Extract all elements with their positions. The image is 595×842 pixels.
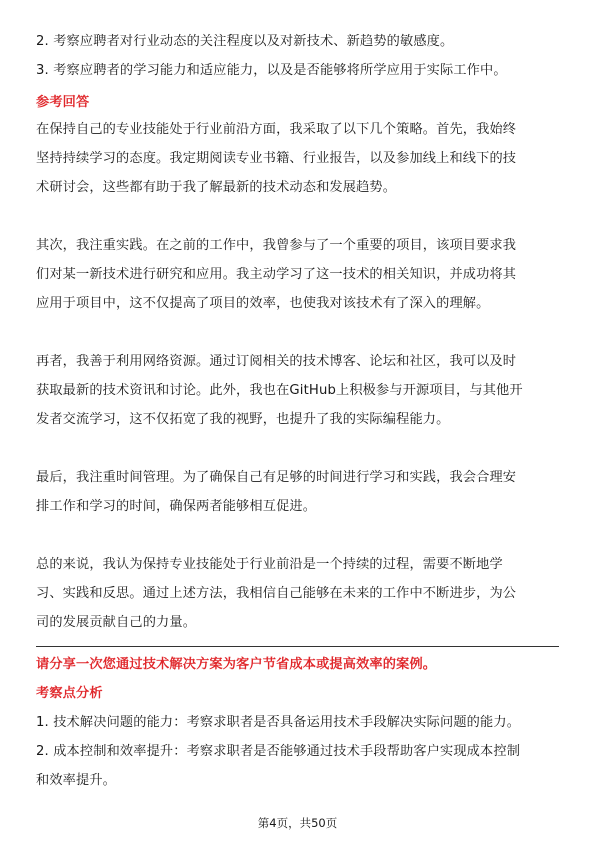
answer-line: 获取最新的技术资讯和讨论。此外，我也在GitHub上积极参与开源项目，与其他开 <box>36 383 523 398</box>
answer-line: 们对某一新技术进行研究和应用。我主动学习了这一技术的相关知识，并成功将其 <box>36 267 517 282</box>
reference-answer-heading: 参考回答 <box>36 95 90 110</box>
analysis-heading: 考察点分析 <box>36 686 103 701</box>
section-divider <box>36 646 559 647</box>
intro-point-2: 2. 考察应聘者对行业动态的关注程度以及对新技术、新趋势的敏感度。 <box>36 34 454 49</box>
analysis-point-2-continued: 和效率提升。 <box>36 773 117 788</box>
answer-line: 习、实践和反思。通过上述方法，我相信自己能够在未来的工作中不断进步，为公 <box>36 586 517 601</box>
answer-line: 应用于项目中，这不仅提高了项目的效率，也使我对该技术有了深入的理解。 <box>36 296 490 311</box>
page-number: 第4页，共50页 <box>257 816 338 830</box>
answer-line: 其次，我注重实践。在之前的工作中，我曾参与了一个重要的项目，该项目要求我 <box>36 238 517 253</box>
answer-line: 总的来说，我认为保持专业技能处于行业前沿是一个持续的过程，需要不断地学 <box>36 557 503 572</box>
answer-line: 再者，我善于利用网络资源。通过订阅相关的技术博客、论坛和社区，我可以及时 <box>36 354 517 369</box>
answer-line: 最后，我注重时间管理。为了确保自己有足够的时间进行学习和实践，我会合理安 <box>36 470 517 485</box>
answer-line: 坚持持续学习的态度。我定期阅读专业书籍、行业报告，以及参加线上和线下的技 <box>36 151 517 166</box>
answer-line: 在保持自己的专业技能处于行业前沿方面，我采取了以下几个策略。首先，我始终 <box>36 122 517 137</box>
answer-line: 排工作和学习的时间，确保两者能够相互促进。 <box>36 499 317 514</box>
intro-point-3: 3. 考察应聘者的学习能力和适应能力，以及是否能够将所学应用于实际工作中。 <box>36 63 507 78</box>
answer-line: 术研讨会，这些都有助于我了解最新的技术动态和发展趋势。 <box>36 180 397 195</box>
analysis-point-1: 1. 技术解决问题的能力：考察求职者是否具备运用技术手段解决实际问题的能力。 <box>36 715 521 730</box>
analysis-point-2: 2. 成本控制和效率提升：考察求职者是否能够通过技术手段帮助客户实现成本控制 <box>36 744 521 759</box>
answer-line: 司的发展贡献自己的力量。 <box>36 615 197 630</box>
question-heading: 请分享一次您通过技术解决方案为客户节省成本或提高效率的案例。 <box>36 657 437 672</box>
answer-line: 发者交流学习，这不仅拓宽了我的视野，也提升了我的实际编程能力。 <box>36 412 450 427</box>
